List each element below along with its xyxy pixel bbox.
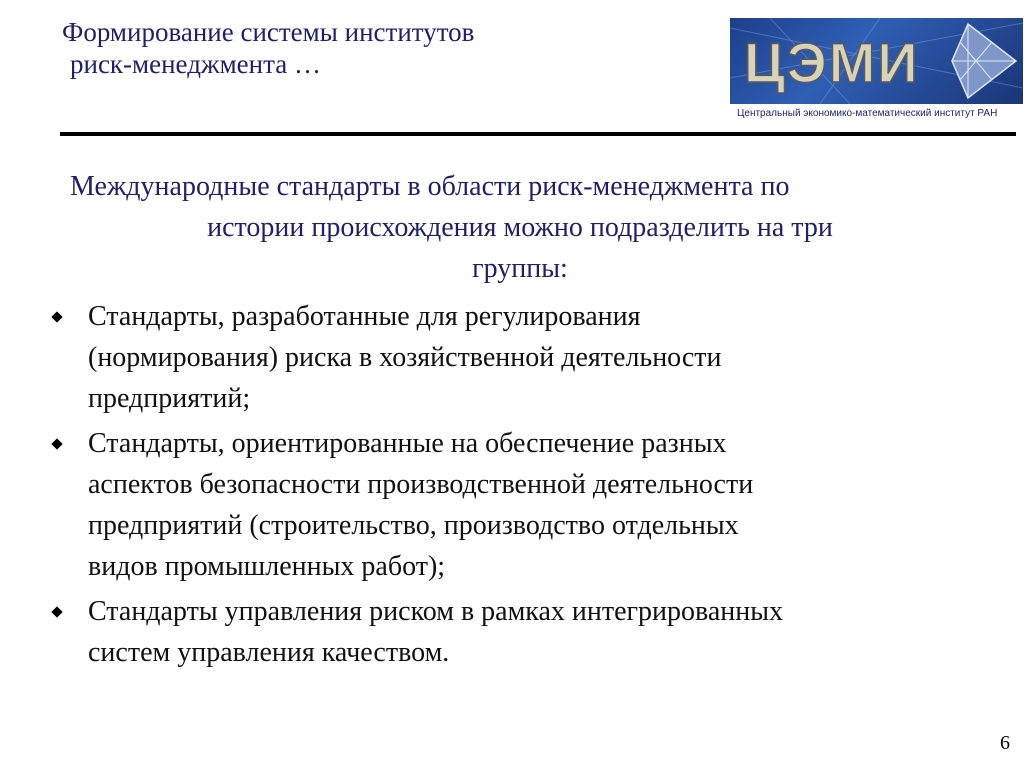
intro-line-1: Международные стандарты в области риск-менеджмента по <box>70 171 790 202</box>
diamond-bullet-icon <box>51 606 62 617</box>
logo-text: ЦЭМИ <box>744 31 920 94</box>
logo-caption: Центральный экономико-математический институт РАН <box>737 108 998 119</box>
list-item-line: Стандарты управления риском в рамках интегрированных <box>88 596 784 627</box>
list-item-line: Стандарты, ориентированные на обеспечение разных <box>88 428 727 459</box>
list-item-line: Стандарты, разработанные для регулирования <box>88 301 641 332</box>
list-item-line: аспектов безопасности производственной деятельности <box>88 469 754 500</box>
logo-graphic <box>730 18 1023 104</box>
title-line-1: Формирование системы институтов <box>62 17 475 47</box>
list-item-line: систем управления качеством. <box>88 637 450 668</box>
diamond-bullet-icon <box>51 438 62 449</box>
list-item-line: предприятий; <box>88 383 251 414</box>
slide-title <box>62 16 702 80</box>
list-item <box>48 296 998 419</box>
list-item <box>48 591 998 673</box>
intro-line-2: истории происхождения можно подразделить на три <box>207 212 833 243</box>
list-item-line: (нормирования) риска в хозяйственной деятельности <box>88 342 722 373</box>
list-item-line: предприятий (строительство, производство отдельных <box>88 510 739 541</box>
cemi-logo <box>730 18 1023 104</box>
page-number: 6 <box>1000 732 1010 754</box>
standards-list <box>48 296 998 673</box>
intro-line-3: группы: <box>472 253 568 284</box>
header-divider <box>60 132 1016 136</box>
list-item-line: видов промышленных работ); <box>88 551 446 582</box>
title-line-2: риск-менеджмента … <box>70 49 321 79</box>
list-item <box>48 423 998 587</box>
diamond-bullet-icon <box>51 311 62 322</box>
intro-paragraph <box>70 166 970 289</box>
